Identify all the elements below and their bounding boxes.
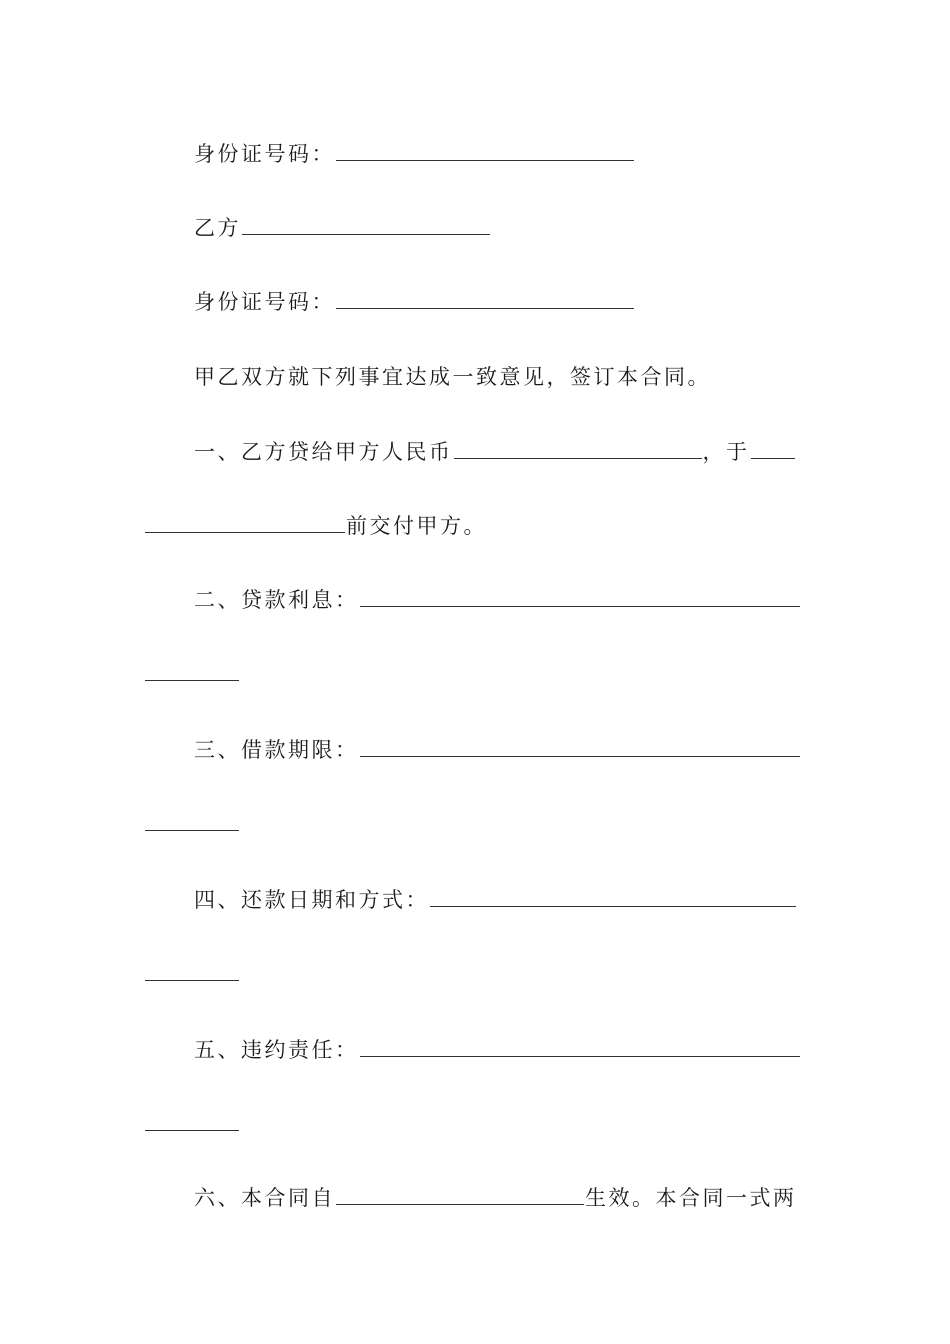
clause-5-line <box>194 1034 801 1064</box>
delivery-date-blank[interactable] <box>751 436 795 459</box>
clause-1-line-1 <box>194 436 796 466</box>
loan-interest-blank[interactable] <box>145 658 239 681</box>
intro-paragraph <box>194 362 711 392</box>
loan-interest-blank[interactable] <box>360 584 800 607</box>
clause-6-text: 六、本合同自 <box>194 1186 335 1210</box>
party-b-label: 乙方 <box>194 216 241 240</box>
breach-liability-blank[interactable] <box>360 1034 800 1057</box>
clause-2-line <box>194 584 801 614</box>
repayment-blank[interactable] <box>145 958 239 981</box>
effective-date-blank[interactable] <box>336 1182 584 1205</box>
clause-1-text: 一、乙方贷给甲方人民币 <box>194 440 453 464</box>
id-number-label: 身份证号码： <box>194 142 335 166</box>
clause-4-text: 四、还款日期和方式： <box>194 888 429 912</box>
clause-5-text: 五、违约责任： <box>194 1038 359 1062</box>
clause-6-text: 生效。本合同一式两 <box>585 1186 797 1210</box>
party-b-line <box>194 212 491 242</box>
id-number-label: 身份证号码： <box>194 290 335 314</box>
id-number-line-b <box>194 286 635 316</box>
party-b-blank[interactable] <box>242 212 490 235</box>
loan-term-blank[interactable] <box>145 808 239 831</box>
clause-1-line-2 <box>145 510 487 540</box>
clause-3-continuation <box>145 808 240 838</box>
id-number-blank[interactable] <box>336 286 634 309</box>
id-number-blank[interactable] <box>336 138 634 161</box>
clause-4-continuation <box>145 958 240 988</box>
clause-6-line <box>194 1182 797 1212</box>
clause-5-continuation <box>145 1108 240 1138</box>
clause-2-text: 二、贷款利息： <box>194 588 359 612</box>
clause-3-text: 三、借款期限： <box>194 738 359 762</box>
loan-amount-blank[interactable] <box>454 436 702 459</box>
breach-liability-blank[interactable] <box>145 1108 239 1131</box>
clause-3-line <box>194 734 801 764</box>
id-number-line-a <box>194 138 635 168</box>
intro-text: 甲乙双方就下列事宜达成一致意见，签订本合同。 <box>194 365 711 389</box>
clause-1-text: ，于 <box>702 440 750 464</box>
clause-2-continuation <box>145 658 240 688</box>
clause-4-line <box>194 884 797 914</box>
clause-1-text: 前交付甲方。 <box>346 514 487 538</box>
delivery-date-blank[interactable] <box>145 510 345 533</box>
repayment-blank[interactable] <box>430 884 796 907</box>
loan-term-blank[interactable] <box>360 734 800 757</box>
